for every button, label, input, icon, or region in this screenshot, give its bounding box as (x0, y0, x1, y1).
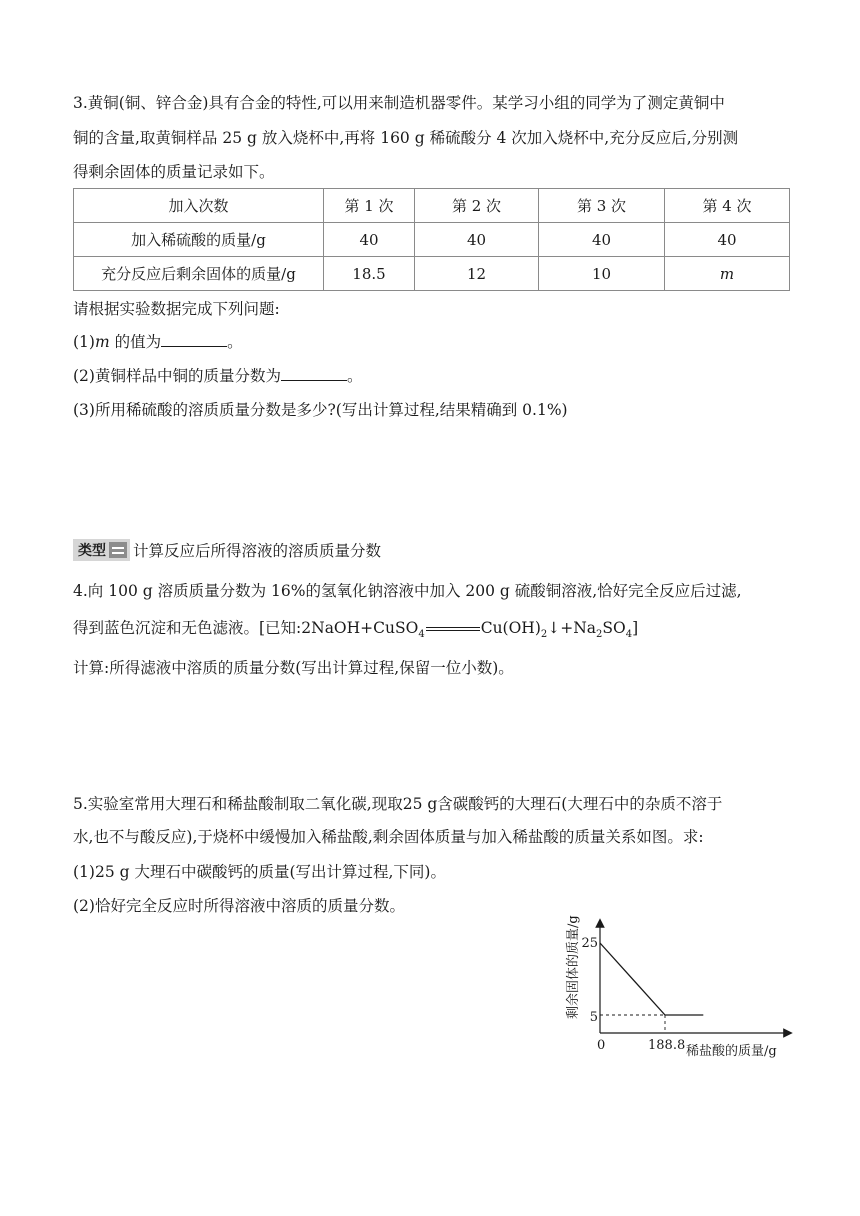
sub2-end: 。 (346, 367, 363, 385)
table-cell: 12 (415, 257, 539, 291)
table-header-row (74, 189, 790, 223)
equals-sign-icon (426, 627, 480, 631)
q4-text-d: SO (602, 619, 626, 637)
q4-line-1: 4.向 100 g 溶质质量分数为 16%的氢氧化钠溶液中加入 200 g 硫酸铜溶液,恰好完全反应后过滤, (73, 582, 742, 600)
table-cell: m (665, 257, 790, 291)
y-tick-label: 5 (589, 1010, 598, 1025)
answer-blank-1[interactable] (161, 330, 227, 347)
table-row (74, 223, 790, 257)
sub1-end: 。 (227, 333, 243, 351)
table-cell: 充分反应后剩余固体的质量/g (74, 257, 324, 291)
q4-sub-b: 2 (540, 629, 548, 641)
sub1-prefix: (1) (73, 333, 95, 351)
sub1-text: 的值为 (109, 333, 162, 351)
table-row (74, 257, 790, 291)
q4-text-c: ↓+Na (547, 619, 597, 637)
q4-text-e: ] (632, 619, 639, 637)
q4-text-a: 得到蓝色沉淀和无色滤液。[已知:2NaOH+CuSO (73, 619, 419, 637)
table-header-cell: 第 3 次 (539, 189, 665, 223)
q4-sub-d: 4 (625, 629, 633, 641)
q3-line-1: 3.黄铜(铜、锌合金)具有合金的特性,可以用来制造机器零件。某学习小组的同学为了测定黄铜中 (73, 94, 725, 112)
sub2-text: (2)黄铜样品中铜的质量分数为 (73, 367, 281, 385)
q4-sub-c: 2 (596, 629, 603, 641)
table-cell: 10 (539, 257, 665, 291)
variable-m: m (94, 333, 110, 351)
q3-sub-question-3: (3)所用稀硫酸的溶质质量分数是多少?(写出计算过程,结果精确到 0.1%) (73, 401, 568, 419)
q4-line-3: 计算:所得滤液中溶质的质量分数(写出计算过程,保留一位小数)。 (73, 659, 514, 677)
table-header-cell: 加入次数 (74, 189, 324, 223)
q3-sub-question-2 (73, 359, 793, 393)
x-axis-label: 稀盐酸的质量/g (686, 1044, 777, 1059)
mass-relationship-chart (556, 915, 796, 1065)
type-badge (73, 539, 130, 561)
q3-prompt: 请根据实验数据完成下列问题: (73, 300, 280, 318)
q4-line-2 (73, 611, 793, 652)
table-cell: 40 (415, 223, 539, 257)
table-header-cell: 第 4 次 (665, 189, 790, 223)
type-section-header (73, 537, 381, 563)
x-tick-label: 188.8 (648, 1038, 686, 1053)
q3-line-3: 得剩余固体的质量记录如下。 (73, 163, 275, 181)
y-axis-label: 剩余固体的质量/g (566, 915, 581, 1019)
table-cell: 40 (665, 223, 790, 257)
table-header-cell: 第 1 次 (324, 189, 415, 223)
q5-line-4: (2)恰好完全反应时所得溶液中溶质的质量分数。 (73, 897, 405, 915)
table-cell: 40 (539, 223, 665, 257)
table-cell: 40 (324, 223, 415, 257)
q5-line-1: 5.实验室常用大理石和稀盐酸制取二氧化碳,现取25 g含碳酸钙的大理石(大理石中的杂质不溶于 (73, 795, 723, 813)
y-tick-label: 25 (581, 936, 598, 951)
q5-line-3: (1)25 g 大理石中碳酸钙的质量(写出计算过程,下同)。 (73, 863, 446, 881)
table-cell: 18.5 (324, 257, 415, 291)
series-line (600, 943, 703, 1015)
type-badge-label: 类型 (78, 543, 106, 559)
table-header-cell: 第 2 次 (415, 189, 539, 223)
q3-sub-question-1 (73, 325, 793, 359)
table-cell: 加入稀硫酸的质量/g (74, 223, 324, 257)
answer-blank-2[interactable] (281, 364, 347, 381)
q4-text-b: Cu(OH) (480, 619, 541, 637)
q3-line-2: 铜的含量,取黄铜样品 25 g 放入烧杯中,再将 160 g 稀硫酸分 4 次加入烧杯中,充分反应后,分别测 (73, 129, 739, 147)
number-two-icon (109, 542, 127, 558)
q5-line-2: 水,也不与酸反应),于烧杯中缓慢加入稀盐酸,剩余固体质量与加入稀盐酸的质量关系如图。求: (73, 828, 704, 846)
q3-data-table (73, 188, 790, 291)
q4-sub-a: 4 (418, 629, 425, 641)
x-tick-label: 0 (597, 1038, 606, 1053)
type-section-title: 计算反应后所得溶液的溶质质量分数 (133, 542, 382, 560)
